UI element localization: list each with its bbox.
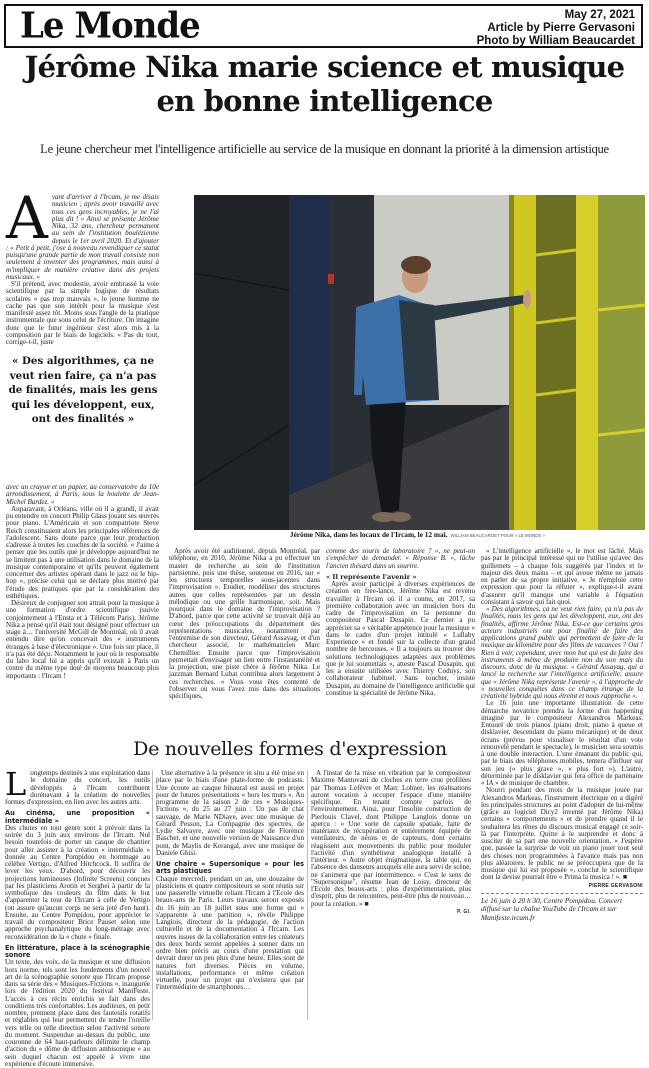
section-subtitle: « Il représente l'avenir » — [326, 572, 417, 581]
masthead — [4, 4, 643, 48]
body-column-4 — [481, 548, 643, 1022]
headline — [0, 50, 649, 118]
photo-caption — [190, 530, 645, 539]
pull-quote: « Des algorithmes, ça ne veut rien faire, ça n'a pas de finalités, mais les gens qui les développent, eux, ont des finalités » — [8, 355, 158, 425]
body-column-1 — [6, 484, 159, 720]
body-paragraph: comme des souris de laboratoire ? », ne peut-on s'empêcher de demander. « Réponse B. », lâche l'ancien thésard dans un sourire. — [326, 547, 475, 570]
arts-subtitle: Une chaire « Supersonique » pour les arts plastiques — [156, 860, 304, 876]
section-title: De nouvelles formes d'expression — [133, 738, 447, 760]
photo-credit: WILLIAM BEAUCARDET POUR « LE MONDE » — [450, 533, 546, 538]
drop-cap: L — [5, 765, 27, 803]
article-author: Article by Pierre Gervasoni — [487, 22, 635, 34]
section-signature: P. GI. — [457, 908, 471, 915]
date: May 27, 2021 — [564, 9, 635, 21]
article-meta — [477, 9, 635, 48]
section-column-1 — [5, 765, 150, 1068]
body-paragraph: Une alternative à la présence in situ a été mise en place par le biais d'une plate-forme de podcasts. Une écoute au casque binaural est aussi en projet pour de futures présentations « hors les murs ». Au programme de la saison 2 de ces « Musiques-Fictions », du 25 au 27 juin : Un pas de chat sauvage, de Marie NDiaye, avec une musique de Gérard Pesson, La Compagnie des spectres, de Lydie Salvayre, avec une musique de Florence Baschet, et une nouvelle version de Naissance d'un pont, de Maylis de Kerangal, avec une musique de Daniele Ghisi. — [156, 769, 304, 857]
drop-cap: A — [6, 184, 48, 252]
body-column-3 — [326, 548, 475, 712]
author-signature: PIERRE GERVASONI — [588, 882, 643, 889]
body-paragraph: Désireux de conjuguer son attrait pour la musique à une formation d'ordre scientifique (suivie conjointement à l'Ensta et à Télécom Paris), Jérôme Nika a pensé qu'il était tout désigné pour effectuer un stage à… l'université McGill de Montréal, où il avait entendu dire qu'on concevait des « instruments étranges à base d'électronique ». Une fois sur place, il n'a pas été déçu. Notamment le jour où le responsable du labo local lui a appris qu'il existait à Paris un centre du même type doté de moyens beaucoup plus importants : l'Ircam ! — [6, 599, 159, 680]
body-paragraph: avec un crayon et un papier, au conservatoire du 10e arrondissement, à Paris, sous la houlette de Jean-Michel Bardez. » — [6, 483, 159, 506]
caption-text: Jérôme Nika, dans les locaux de l'Ircam, le 12 mai. — [289, 530, 448, 539]
event-info: Le 16 juin à 20 h 30, Centre Pompidou. Concert diffusé sur la chaîne YouTube de l'Ircam et sur Manifeste.ircam.fr — [481, 893, 643, 923]
body-paragraph: Un texte, des voix, de la musique et une diffusion hors norme, tels sont les fondements d'un nouvel art de la scénographie sonore que l'Ircam propose dans sa série des « Musiques-Fictions », inaugurée lors de l'édition 2020 du festival ManiFeste. L'accès à ces récits enrichis se fait dans des conditions très confortables. Les auditeurs, en petit nombre, prennent place dans des fauteuils rotatifs et réglables qui leur permettent de tendre l'oreille vers telle ou telle direction selon l'activité sonore du moment. Suspendue au-dessus du public, une couronne de 64 haut-parleurs délimite le champ d'action du « dôme de diffusion ambisonique » au sein duquel chacun est appelé à vivre une expérience d'écoute immersive. — [5, 958, 150, 1068]
headline-line-2: en bonne intelligence — [156, 84, 493, 118]
lede-paragraph: vant d'arriver à l'Ircam, je me disais musicien ; après avoir travaillé avec tous ces gens incroyables, je ne l'ai plus dit ! » Ainsi se présente Jérôme Nika, 32 ans, chercheur permanent au sein de l'institution boulézienne depuis le 1er avril 2020. Et d'ajouter : « Petit à petit, j'ose à nouveau revendiquer ce statut puisqu'une grande partie de mon travail consiste non seulement à inventer des programmes, mais aussi à m'impliquer de manière créative dans des projets musicaux. » — [6, 193, 159, 281]
body-paragraph: Chaque mercredi, pendant un an, une douzaine de plasticiens et quatre compositeurs se sont réunis sur une passerelle virtuelle reliant l'Ircam à l'Ecole des beaux-arts de Paris. Leurs travaux seront exposés du 16 juin au 18 juillet sous une forme qui « s'apparente à une partition », révèle Philippe Langlois, directeur de la pédagogie, de l'action culturelle et de la documentation à l'Ircam. Les œuvres issues de la collaboration entre les créateurs des deux bords seront appelées à sonner dans un ordre bien précis au cours d'une prestation qui devrait durer un peu plus d'une heure. Elles sont de natures fort diverses. Pièces en volume, installations, performance et même création virtuelle, pour un projet qui n'existera que par l'intermédiaire de smartphones… — [156, 874, 304, 992]
portrait-photo — [194, 195, 645, 530]
body-paragraph: « Des algorithmes, ça ne veut rien faire, ça n'a pas de finalités, mais les gens qui les développent, eux, ont des finalités, affirme Jérôme Nika. Est-ce que certains gros acteurs industriels ont pour finalité de faire des applications grand public qui permettent de faire de la musique au kilomètre pour des films de vacances ? Oui ! Rien à voir, cependant, avec mon but qui est de faire des instruments à même de produire non du son mais du discours, donc de la musique. » Gérard Assayag, qui a lancé la recherche sur l'intelligence artificielle, assure que « Jérôme Nika représente l'avenir », à l'approche de « nouvelles conquêtes dans ce champ étrange de la créativité hybride qui nous étreint et nous rapproche ». — [481, 605, 643, 700]
cinema-subtitle: Au cinéma, une proposition « intermédiale » — [5, 809, 150, 825]
section-column-2 — [156, 770, 304, 1020]
photo-illustration — [194, 195, 645, 530]
body-paragraph: Des chutes en tout genre sont à prévoir dans la soirée du 3 juin aux environs de l'Ircam. Nul besoin toutefois de porter un casque de chantier pour aller assister à la création « intermédiale » donnée au Centre Pompidou en hommage au célèbre Vertigo, d'Alfred Hitchcock. Il suffira de lever les yeux. D'abord, pour découvrir les projections lumineuses (Infinite Screens) conçues par les plasticiens Arotin et Serghei à partir de la symbolique des couleurs du film dans le but d'apparenter la tour de l'Ircam à celle de Vertigo (on assure qu'aucun corps ne sera jeté d'en haut). Ensuite, au Centre Pompidou, pour apprécier le travail du compositeur Brice Pauset selon une approche psychanalytique du long-métrage avec reconsidération de la « chute » finale. — [5, 823, 150, 941]
headline-line-1: Jérôme Nika marie science et musique — [24, 50, 625, 84]
literature-subtitle: En littérature, place à la scénographie sonore — [5, 943, 150, 959]
column-divider — [152, 770, 153, 1020]
lede-column — [6, 184, 159, 352]
body-paragraph: A l'instar de la mise en vibration par le compositeur Maxime Mantovani de cloches en terre crue profilées par Thomas Lefèvre et Marc Lohner, les réalisations auront vocation à occuper l'espace d'une manière spécifique. En tenant compte parfois de l'environnement. Ainsi, pour l'insolite construction de Pierlouis Clavel, dont Philippe Langlois donne un aperçu : « Une sorte de capsule spatiale, faite de matériaux de récupération et entièrement équipée de ventilateurs, de néons et de capteurs, dont certains réagissent aux mouvements du public pour moduler l'activité d'un synthétiseur analogique installé à l'intérieur. » Autre objet énigmatique, la table qui, en l'absence des danseurs auxquels elle aura servi de scène, ne s'animera que par intermittence. « C'est le sens de "Supersonique", résume Jean de Loisy, directeur de l'Ecole des beaux-arts : plus d'expérimentation, plus d'esprit, plus de rencontres, peut-être plus de nouveau… pour la création. » ■ — [311, 769, 471, 908]
body-paragraph: S'il prétend, avec modestie, avoir embrassé la voie scientifique par la simple logique de résultats scolaires « pas trop mauvais », le jeune homme ne cache pas que son intérêt pour la musique s'est manifesté assez tôt. Moins sous l'angle de la pratique instrumentale que sous celui de l'écriture. On imagine donc que le futur ingénieur s'est alors mis à la composition par le biais de logiciels. « Pas du tout, corrige-t-il, juste — [6, 280, 159, 346]
body-paragraph: Après avoir été auditionné, depuis Montréal, par téléphone, en 2010, Jérôme Nika a pu effectuer un master de recherche au sein de l'institution parisienne, puis une thèse, soutenue en 2016, sur « les structures temporelles sous-jacentes dans l'improvisation ». Etudier, modéliser des structures autres que celles représentées par un dessin mélodique ou une grille harmonique, soit. Mais pourquoi dans le domaine de l'improvisation ? D'abord, parce que cette activité se trouvait déjà au cœur des préoccupations du département des représentations musicales, notamment par l'entremise de son directeur, Gérard Assayag, et d'un chercheur associé, le mathématicien Marc Chemillier. Ensuite parce que l'improvisation permettait d'envisager un lien entre l'instantanéité et la projection, une piste chère à Jérôme Nika. Le jazzman Bernard Lubat contribua alors largement à ces recherches. « Vous vous êtes contenté de l'observer ou vous l'avez mis dans des situations spécifiques, — [169, 547, 320, 700]
body-paragraph: Le 16 juin une importante illustration de cette démarche novatrice prendra la forme d'un happening imaginé par le compositeur Alexandros Markeas. Entouré de trois pianos (piano droit, piano à queue et disklavier, descendant du piano mécanique) et de deux écrans (prévus pour visualiser le résultat d'un vote renouvelé pendant le spectacle), le musicien sera soumis à une double interaction. L'une émanant du public qui, par le biais des téléphones mobiles, tentera d'influer sur son jeu (« plus grave », « plus fort »). L'autre, déterminée par le disklavier qui fera office de partenaire « IA » de musique de chambre. — [481, 699, 643, 787]
body-paragraph: Auparavant, à Orléans, ville où il a grandi, il avait pu entendre en concert Philip Glass jouant ses œuvres pour piano. L'Américain et son compatriote Steve Reich constituaient alors les principales références de l'adolescent. Sans doute parce que leur production s'adresse à toutes les couches de la société. « J'aime à penser que les outils que je développe aujourd'hui ne se limitent pas à une utilisation dans le domaine de la musique contemporaine et qu'ils peuvent également concerner des artistes opérant dans le jazz ou le hip-hop », précise celui qui se déclare plus motivé par l'étude des pratiques que par la considération des esthétiques. — [6, 504, 159, 600]
photo-author: Photo by William Beaucardet — [476, 35, 635, 47]
section-column-3 — [311, 770, 471, 1022]
section-intro: ongtemps destinés à une exploitation dans le domaine du concert, les outils développés à l'Ircam contribuent dorénavant à la création de nouvelles formes d'expression, en lien avec les autres arts. — [5, 769, 150, 806]
le-monde-logo: Le Monde — [20, 5, 200, 47]
subheadline: Le jeune chercheur met l'intelligence artificielle au service de la musique en donnant la priorité à la dimension artistique — [40, 142, 609, 156]
body-paragraph: Après avoir participé à diverses expériences de création en free-lance, Jérôme Nika est revenu travailler à l'Ircam où il a connu, en 2017, sa première collaboration avec un musicien hors du cadre de l'improvisation en la personne du compositeur Pascal Dusapin. Ce dernier a pu apprécier sa « véritable appétence pour la musique » dans le cadre d'un projet intitulé « Lullaby Experience » et fondé sur la collecte d'un grand nombre de berceuses. « Il a toujours su trouver des solutions technologiques adaptées aux problèmes que je lui soumettais », atteste Pascal Dusapin, qui les a ensuite utilisées avec Thierry Coduys, son collaborateur habituel. Sans toucher, insiste Dusapin, au domaine de l'intelligence artificielle qui constitue la spécialité de Jérôme Nika. — [326, 580, 475, 697]
body-paragraph: « L'intelligence artificielle », le mot est lâché. Mais pas par le principal intéressé qui ne l'utilise qu'avec des guillemets – à chaque fois suggérés par l'index et le majeur des deux mains – et qui avoue même ne jamais en parler de sa propre initiative. « Je n'emploie cette expression que pour la réfuter », explique-t-il avant d'assurer qu'il manque une variable à l'équation consistant à savoir qui fait quoi. — [481, 547, 643, 606]
body-column-2 — [169, 548, 320, 712]
body-paragraph: Nourri pendant des mois de la musique jouée par Alexandros Markeas, l'instrument électrique en a digéré les principales structures au point d'adopter de lui-même (grâce au logiciel Dicy2 inventé par Jérôme Nika) certains « comportements » et de prendre quand il le souhaitera les rênes du discours musical engagé ce soir-là par l'interprète. Quitte à le surprendre et donc à susciter de sa part une nouvelle orientation. « J'espère que, passée la surprise de voir un piano jouer tout seul des choses non programmées à l'avance mais pas non plus aléatoires, le public ne se préoccupera que de la musique qui lui est proposée », conclut le scientifique dont la devise pourrait être « Prima la musica ! ». ■ — [481, 786, 643, 882]
column-divider — [307, 770, 308, 1020]
